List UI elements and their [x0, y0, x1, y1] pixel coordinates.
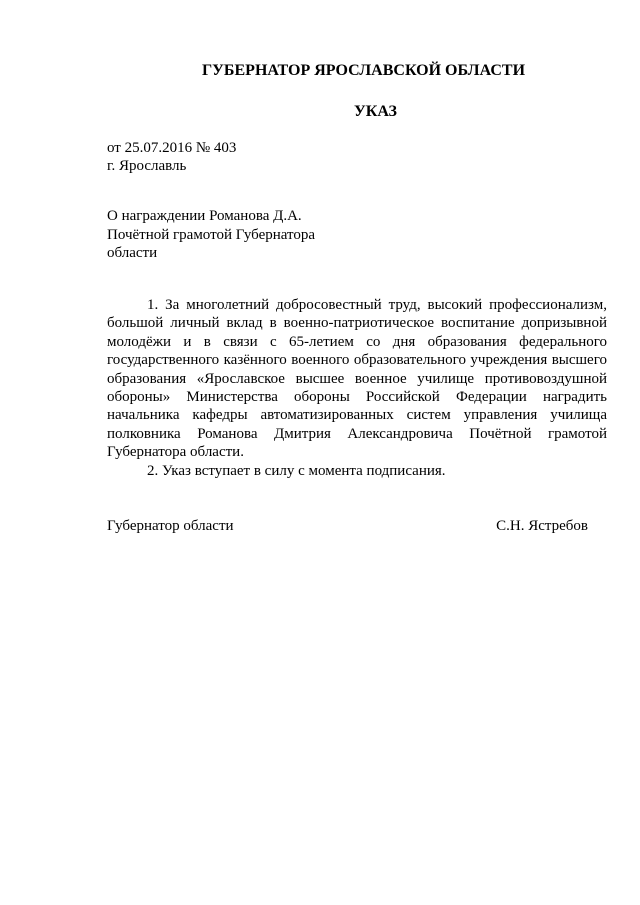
subject-line: области: [107, 245, 158, 261]
decree-body: [107, 296, 607, 480]
subject-line: Почётной грамотой Губернатора: [107, 226, 316, 243]
issuing-authority-heading: ГУБЕРНАТОР ЯРОСЛАВСКОЙ ОБЛАСТИ: [202, 62, 526, 79]
document-subject: [107, 207, 315, 263]
place-of-issue: г. Ярославль: [107, 158, 187, 174]
signatory-title: Губернатор области: [107, 518, 234, 534]
document-type-heading: УКАЗ: [354, 103, 397, 120]
signatory-name: С.Н. Ястребов: [496, 518, 588, 534]
date-and-number: от 25.07.2016 № 403: [107, 140, 237, 156]
decree-paragraph-2: 2. Указ вступает в силу с момента подписания.: [147, 462, 446, 479]
subject-line: О награждении Романова Д.А.: [107, 208, 302, 224]
decree-paragraph-1: 1. За многолетний добросовестный труд, высокий профессионализм, большой личный вклад в военно-патриотическое воспитание допризывной молодёжи и в связи с 65-летием со дня образования федерального государственного казённого военного образовательного учреждения высшего образования «Ярославское высшее военное училище противовоздушной обороны» Министерства обороны Российской Федерации наградить начальника кафедры автоматизированных систем управления училища полковника Романова Дмитрия Александровича Почётной грамотой Губернатора области.: [107, 297, 607, 461]
